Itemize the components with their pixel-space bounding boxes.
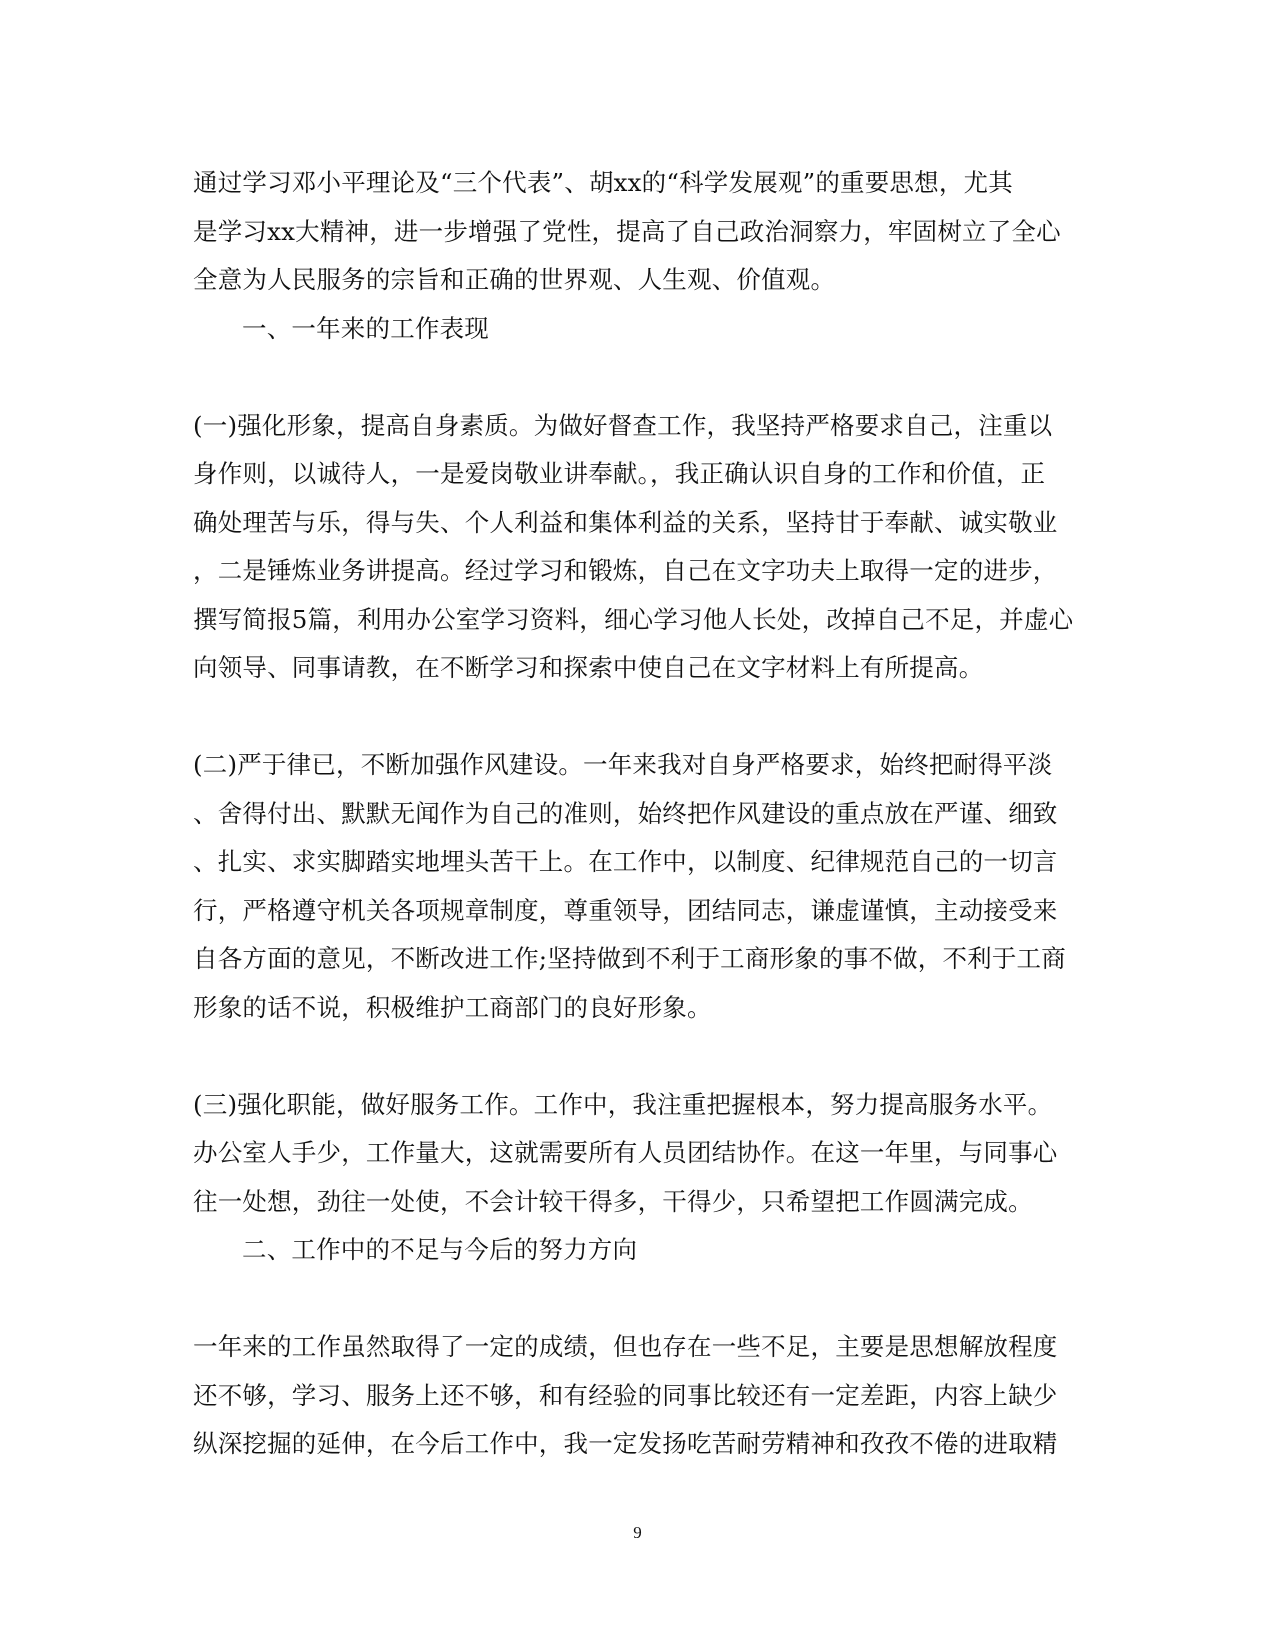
text-line: 是学习xx大精神，进一步增强了党性，提高了自己政治洞察力，牢固树立了全心 bbox=[193, 216, 1061, 246]
text-line: (三)强化职能，做好服务工作。工作中，我注重把握根本，努力提高服务水平。 bbox=[193, 1089, 1053, 1119]
text-line: (一)强化形象，提高自身素质。为做好督查工作，我坚持严格要求自己，注重以 bbox=[193, 410, 1053, 440]
text-line: (二)严于律已，不断加强作风建设。一年来我对自身严格要求，始终把耐得平淡 bbox=[193, 750, 1053, 779]
text-line: 、舍得付出、默默无闻作为自己的准则，始终把作风建设的重点放在严谨、细致 bbox=[193, 798, 1058, 828]
text-line: 全意为人民服务的宗旨和正确的世界观、人生观、价值观。 bbox=[193, 265, 836, 294]
section-heading-1: 一、一年来的工作表现 bbox=[242, 313, 489, 343]
paragraph-gap bbox=[193, 353, 1083, 402]
text-line: 一年来的工作虽然取得了一定的成绩，但也存在一些不足，主要是思想解放程度 bbox=[193, 1332, 1058, 1361]
text-line: 往一处想，劲往一处使，不会计较干得多，干得少，只希望把工作圆满完成。 bbox=[193, 1186, 1033, 1216]
paragraph-intro bbox=[193, 159, 1083, 305]
text-line: 纵深挖掘的延伸，在今后工作中，我一定发扬吃苦耐劳精神和孜孜不倦的进取精 bbox=[193, 1429, 1058, 1458]
page-number: 9 bbox=[633, 1523, 642, 1542]
paragraph-gap bbox=[193, 1032, 1083, 1081]
document-body bbox=[193, 159, 1083, 1469]
paragraph-gap bbox=[193, 693, 1083, 742]
text-line: 自各方面的意见，不断改进工作;坚持做到不利于工商形象的事不做，不利于工商 bbox=[193, 944, 1066, 973]
text-line: 撰写简报5篇，利用办公室学习资料，细心学习他人长处，改掉自己不足，并虚心 bbox=[193, 604, 1074, 634]
text-line: 办公室人手少，工作量大，这就需要所有人员团结协作。在这一年里，与同事心 bbox=[193, 1138, 1058, 1167]
paragraph-image-quality bbox=[193, 402, 1083, 693]
text-line: ，二是锤炼业务讲提高。经过学习和锻炼，自己在文字功夫上取得一定的进步， bbox=[193, 556, 1058, 585]
paragraph-service bbox=[193, 1081, 1083, 1227]
text-line: 确处理苦与乐，得与失、个人利益和集体利益的关系，坚持甘于奉献、诚实敬业 bbox=[193, 507, 1058, 537]
text-line: 行，严格遵守机关各项规章制度，尊重领导，团结同志，谦虚谨慎，主动接受来 bbox=[193, 895, 1058, 925]
text-line: 身作则，以诚待人，一是爱岗敬业讲奉献。，我正确认识自身的工作和价值，正 bbox=[193, 459, 1046, 488]
text-line: 还不够，学习、服务上还不够，和有经验的同事比较还有一定差距，内容上缺少 bbox=[193, 1380, 1058, 1410]
text-line: 、扎实、求实脚踏实地埋头苦干上。在工作中，以制度、纪律规范自己的一切言 bbox=[193, 847, 1058, 876]
section-heading-2: 二、工作中的不足与今后的努力方向 bbox=[242, 1235, 638, 1264]
text-line: 形象的话不说，积极维护工商部门的良好形象。 bbox=[193, 992, 712, 1022]
paragraph-shortcomings bbox=[193, 1323, 1083, 1469]
text-line: 向领导、同事请教，在不断学习和探索中使自己在文字材料上有所提高。 bbox=[193, 653, 984, 682]
paragraph-gap bbox=[193, 1275, 1083, 1324]
text-line: 通过学习邓小平理论及“三个代表”、胡xx的“科学发展观”的重要思想，尤其 bbox=[193, 168, 1013, 197]
paragraph-work-style bbox=[193, 741, 1083, 1032]
